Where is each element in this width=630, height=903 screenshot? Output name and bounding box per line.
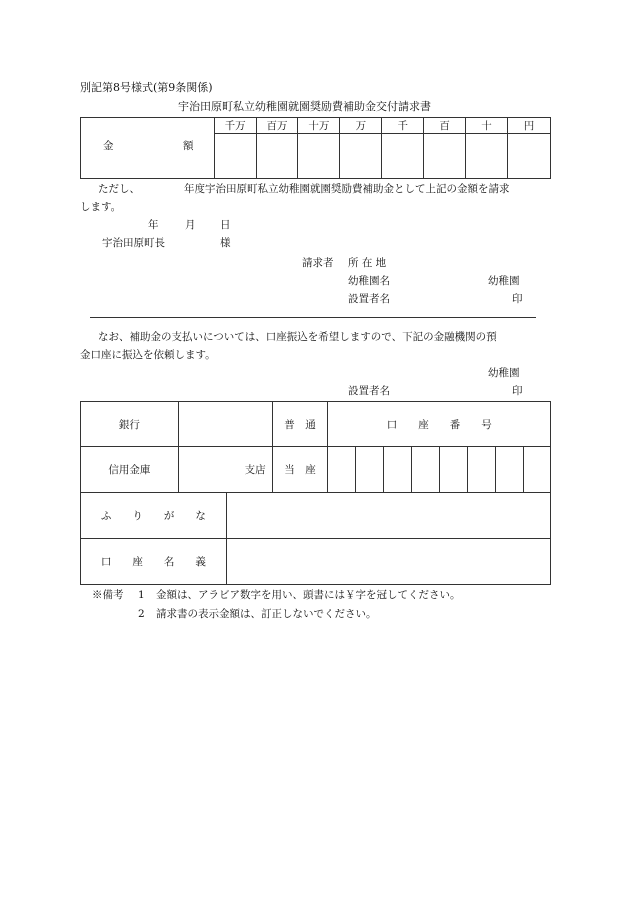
- toza-label: 当 座: [284, 464, 316, 476]
- kindergarten-suffix: 幼稚園: [488, 275, 520, 287]
- account-name-label: 口 座 名 義: [100, 556, 206, 568]
- form-number: 別記第8号様式(第9条関係): [80, 81, 213, 94]
- amount-label-cell: [81, 118, 215, 179]
- claimant-label: 請求者: [302, 257, 334, 269]
- amount-digit-cell[interactable]: [340, 134, 382, 179]
- account-name-label-cell: [81, 539, 227, 585]
- amount-digit-cell[interactable]: [382, 134, 424, 179]
- account-name-input-cell[interactable]: [226, 539, 550, 585]
- amount-digit-cell[interactable]: [466, 134, 508, 179]
- date-day: 日: [220, 219, 231, 231]
- furigana-input-cell[interactable]: [226, 493, 550, 539]
- furigana-label: ふ り が な: [100, 510, 206, 522]
- request-line2: します。: [80, 201, 122, 213]
- furigana-label-cell: [81, 493, 227, 539]
- toza-cell[interactable]: [272, 447, 328, 493]
- branch-cell[interactable]: [178, 447, 272, 493]
- futsu-cell[interactable]: [272, 402, 328, 447]
- account-digit-cell[interactable]: [440, 447, 468, 493]
- founder-name-label: 設置者名: [348, 293, 390, 305]
- request-line1-body: 年度宇治田原町私立幼稚園就園奨励費補助金として上記の金額を請求: [184, 183, 510, 195]
- seal-mark: 印: [512, 293, 523, 305]
- account-digit-cell[interactable]: [356, 447, 384, 493]
- note-2: 請求書の表示金額は、訂正しないでください。: [156, 608, 377, 620]
- mayor-title: 宇治田原町長: [102, 237, 165, 249]
- transfer-founder-label: 設置者名: [348, 385, 390, 397]
- unit-header: 円: [507, 118, 550, 134]
- claimant-address-label: 所 在 地: [348, 257, 387, 269]
- account-number-label: 口 座 番 号: [386, 418, 492, 431]
- unit-header: 千万: [214, 118, 256, 134]
- transfer-kindergarten-suffix: 幼稚園: [488, 367, 520, 379]
- transfer-line2: 金口座に振込を依頼します。: [80, 349, 216, 361]
- bank-label: 銀行: [118, 418, 140, 431]
- unit-header: 百: [424, 118, 466, 134]
- request-line1-prefix: ただし、: [98, 183, 140, 195]
- notes-label: ※備考: [92, 589, 124, 601]
- unit-header: 千: [382, 118, 424, 134]
- account-digit-cell[interactable]: [468, 447, 496, 493]
- unit-header: 十: [466, 118, 508, 134]
- mayor-honorific: 様: [220, 237, 231, 249]
- amount-digit-cell[interactable]: [256, 134, 298, 179]
- account-number-header: [328, 402, 551, 447]
- bank-label-cell: [81, 402, 179, 447]
- date-month: 月: [185, 219, 196, 231]
- divider: [90, 317, 536, 318]
- account-digit-cell[interactable]: [523, 447, 550, 493]
- note-1-number: 1: [138, 589, 145, 601]
- unit-header: 万: [340, 118, 382, 134]
- amount-digit-cell[interactable]: [214, 134, 256, 179]
- page-title: 宇治田原町私立幼稚園就園奨励費補助金交付請求書: [178, 100, 431, 113]
- amount-label-left: 金: [103, 140, 114, 152]
- bank-name-cell[interactable]: [178, 402, 272, 447]
- unit-header: 十万: [298, 118, 340, 134]
- bank-account-table: [80, 401, 551, 585]
- account-digit-cell[interactable]: [412, 447, 440, 493]
- note-2-number: 2: [138, 608, 145, 620]
- credit-union-cell: [81, 447, 179, 493]
- amount-digit-cell[interactable]: [424, 134, 466, 179]
- transfer-line1: なお、補助金の支払いについては、口座振込を希望しますので、下記の金融機関の預: [98, 331, 497, 343]
- amount-label-right: 額: [183, 140, 194, 152]
- account-digit-cell[interactable]: [328, 447, 356, 493]
- amount-digit-cell[interactable]: [507, 134, 550, 179]
- transfer-seal-mark: 印: [512, 385, 523, 397]
- futsu-label: 普 通: [284, 418, 316, 431]
- account-digit-cell[interactable]: [496, 447, 524, 493]
- amount-table: [80, 117, 551, 179]
- note-1: 金額は、アラビア数字を用い、頭書には￥字を冠してください。: [156, 589, 461, 601]
- date-year: 年: [148, 219, 159, 231]
- credit-union-label: 信用金庫: [108, 464, 151, 476]
- amount-digit-cell[interactable]: [298, 134, 340, 179]
- account-digit-cell[interactable]: [384, 447, 412, 493]
- kindergarten-name-label: 幼稚園名: [348, 275, 390, 287]
- unit-header: 百万: [256, 118, 298, 134]
- branch-label: 支店: [244, 464, 266, 476]
